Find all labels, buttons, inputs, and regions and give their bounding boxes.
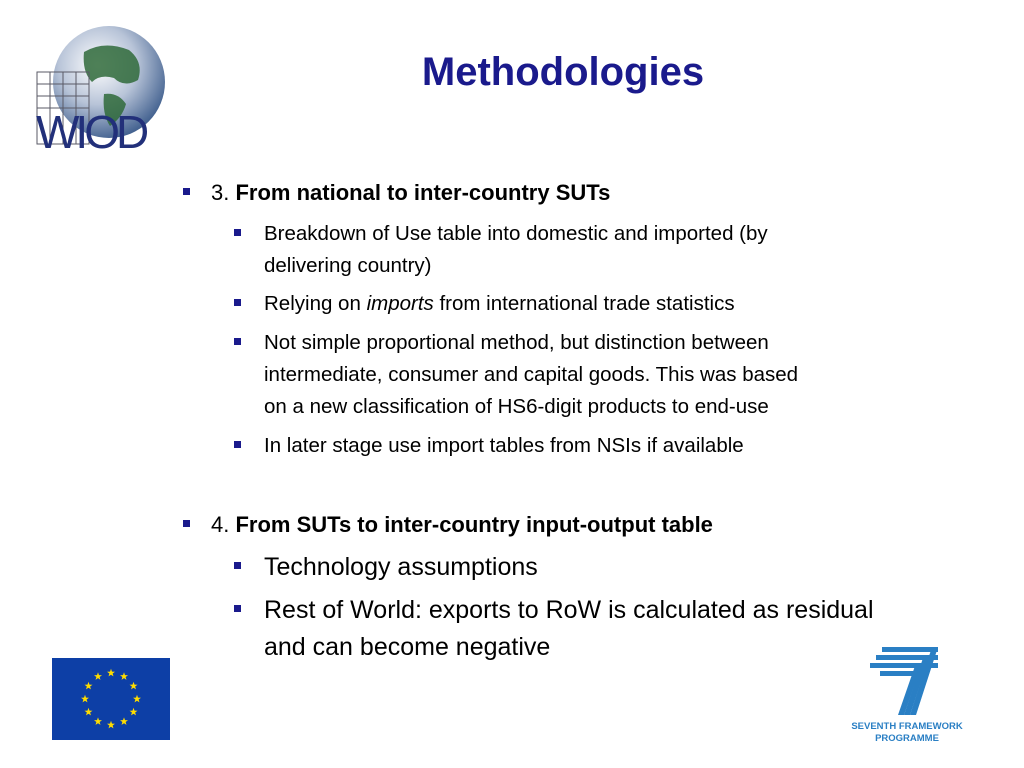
eu-flag-logo: [52, 658, 170, 740]
sub-bullet: [264, 549, 984, 586]
sub-bullet: [264, 288, 984, 320]
square-bullet-icon: [234, 605, 241, 612]
section-heading: From national to inter-country SUTs: [235, 180, 611, 205]
wiod-logo-text: WIOD: [36, 106, 146, 154]
square-bullet-icon: [183, 520, 190, 527]
bullet-text-line: delivering country): [264, 254, 432, 277]
square-bullet-icon: [183, 188, 190, 195]
bullet-text-line: Not simple proportional method, but distinction between: [264, 331, 769, 354]
square-bullet-icon: [234, 562, 241, 569]
bullet-text-line: Breakdown of Use table into domestic and imported (by: [264, 222, 768, 245]
section-3-bullet: [211, 178, 610, 208]
bullet-text-line: from international trade statistics: [433, 292, 735, 315]
slide-title: Methodologies: [421, 50, 705, 94]
square-bullet-icon: [234, 338, 241, 345]
bullet-text-line: Technology assumptions: [264, 553, 538, 581]
section-number: 3.: [211, 180, 230, 205]
bullet-text-line: Rest of World: exports to RoW is calculated as residual: [264, 596, 874, 624]
fp7-logo: [846, 645, 968, 745]
sub-bullet: [264, 430, 984, 462]
bullet-text-line: In later stage use import tables from NSIs if available: [264, 434, 744, 457]
emphasized-text: imports: [366, 292, 434, 315]
section-4-bullet: [211, 510, 713, 540]
fp7-text-line1: SEVENTH FRAMEWORK: [851, 721, 963, 732]
square-bullet-icon: [234, 441, 241, 448]
sub-bullet: [264, 218, 984, 282]
fp7-text-line2: PROGRAMME: [875, 733, 939, 744]
bullet-text-line: intermediate, consumer and capital goods. This was based: [264, 363, 799, 386]
bullet-text-line: on a new classification of HS6-digit products to end-use: [264, 395, 769, 418]
section-heading: From SUTs to inter-country input-output table: [235, 512, 713, 537]
bullet-text-line: and can become negative: [264, 633, 551, 661]
section-number: 4.: [211, 512, 230, 537]
sub-bullet: [264, 327, 984, 423]
square-bullet-icon: [234, 299, 241, 306]
square-bullet-icon: [234, 229, 241, 236]
bullet-text-line: Relying on: [264, 292, 367, 315]
